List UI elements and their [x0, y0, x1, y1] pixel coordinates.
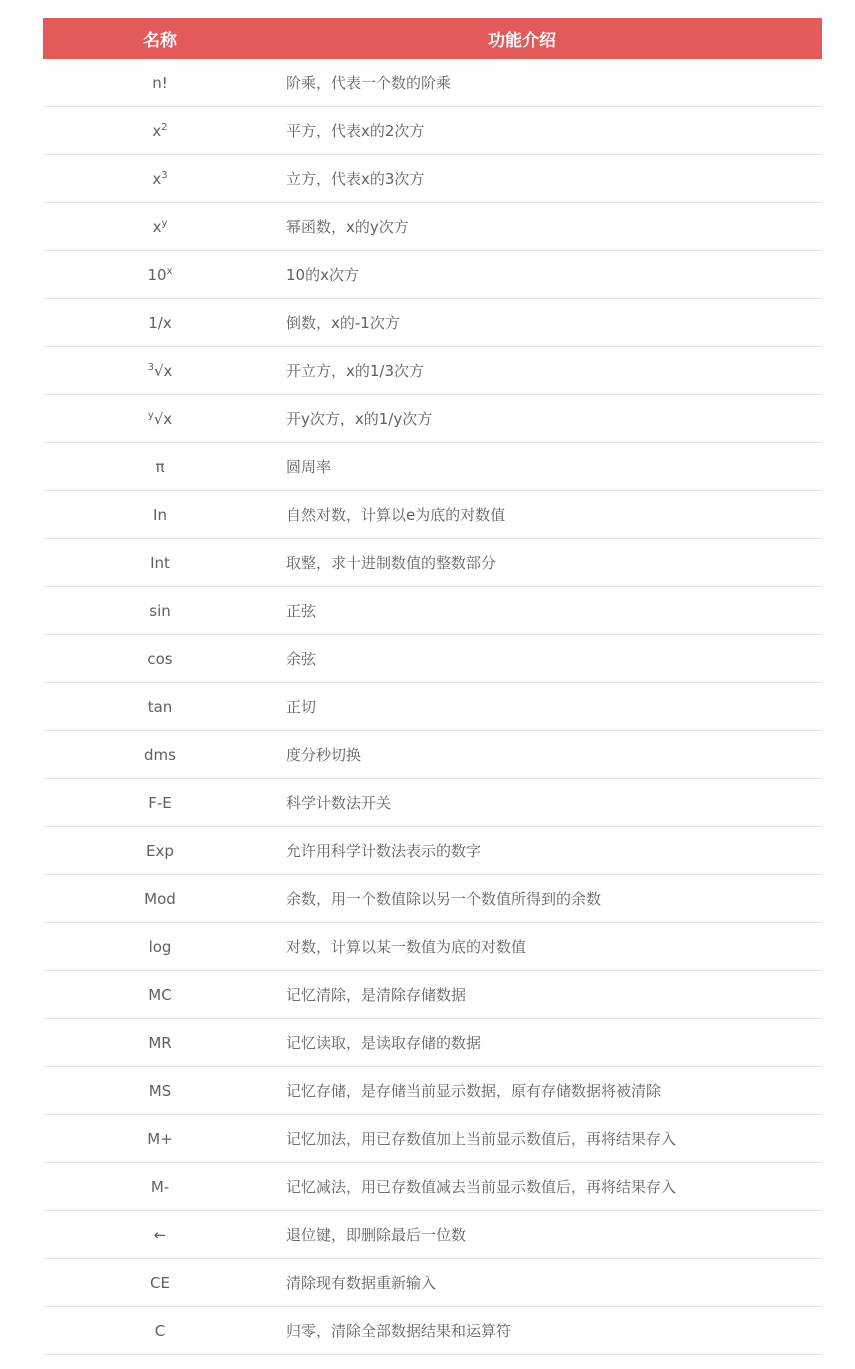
- function-name: [43, 938, 277, 956]
- function-name-base: cos: [147, 649, 173, 668]
- table-row: [43, 1211, 822, 1259]
- table-row: [43, 107, 822, 155]
- function-name: [43, 74, 277, 92]
- function-name-base: Exp: [146, 841, 174, 860]
- function-description: 记忆加法，用已存数值加上当前显示数值后，再将结果存入: [286, 1130, 677, 1148]
- function-name: [43, 266, 277, 284]
- function-name-exponent: 2: [161, 121, 168, 133]
- function-description: 记忆清除，是清除存储数据: [286, 986, 467, 1004]
- table-row: [43, 923, 822, 971]
- function-name: [43, 170, 277, 188]
- function-name-exponent: x: [166, 265, 173, 277]
- function-description: 度分秒切换: [286, 746, 362, 764]
- function-description: 余数，用一个数值除以另一个数值所得到的余数: [286, 890, 602, 908]
- table-row: [43, 635, 822, 683]
- function-description: 倒数，x的-1次方: [286, 314, 400, 332]
- header-description: 功能介绍: [488, 31, 556, 51]
- function-name-base: MS: [148, 1081, 172, 1100]
- function-name: [43, 314, 277, 332]
- table-row: [43, 731, 822, 779]
- table-row: [43, 299, 822, 347]
- function-name: [43, 506, 277, 524]
- function-description: 幂函数，x的y次方: [286, 218, 409, 236]
- function-name: [43, 746, 277, 764]
- function-name-base: tan: [147, 697, 173, 716]
- function-description: 对数，计算以某一数值为底的对数值: [286, 938, 527, 956]
- function-name-base: x: [152, 121, 162, 140]
- function-name-base: 10: [147, 265, 167, 284]
- function-description: 开y次方，x的1/y次方: [286, 410, 433, 428]
- table-row: [43, 683, 822, 731]
- function-description: 清除现有数据重新输入: [286, 1274, 437, 1292]
- table-row: [43, 1115, 822, 1163]
- function-name-base: log: [148, 937, 172, 956]
- function-name: [43, 1130, 277, 1148]
- function-name-base: CE: [150, 1273, 170, 1292]
- function-name-base: n!: [152, 73, 168, 92]
- function-name: [43, 986, 277, 1004]
- function-name: [43, 890, 277, 908]
- function-name: [43, 122, 277, 140]
- function-name: [43, 458, 277, 476]
- table-row: [43, 1307, 822, 1355]
- function-name: [43, 650, 277, 668]
- function-name: [43, 1226, 277, 1244]
- function-name-base: √x: [153, 409, 173, 428]
- table-header: [43, 18, 822, 59]
- function-name-base: M+: [147, 1129, 173, 1148]
- function-name-base: Int: [150, 553, 170, 572]
- function-description: 科学计数法开关: [286, 794, 392, 812]
- function-name: [43, 698, 277, 716]
- function-description: 开立方，x的1/3次方: [286, 362, 425, 380]
- function-name: [43, 602, 277, 620]
- function-description: 阶乘，代表一个数的阶乘: [286, 74, 452, 92]
- function-name-base: sin: [149, 601, 171, 620]
- function-name-base: M-: [150, 1177, 170, 1196]
- table-body: [43, 59, 822, 1355]
- table-row: [43, 59, 822, 107]
- function-name-base: In: [153, 505, 167, 524]
- function-name: [43, 554, 277, 572]
- function-description: 记忆读取，是读取存储的数据: [286, 1034, 482, 1052]
- function-name: [43, 1082, 277, 1100]
- function-description: 10的x次方: [286, 266, 359, 284]
- function-description: 退位键，即删除最后一位数: [286, 1226, 467, 1244]
- table-row: [43, 539, 822, 587]
- table-row: [43, 875, 822, 923]
- table-row: [43, 971, 822, 1019]
- function-name-base: x: [152, 169, 162, 188]
- table-row: [43, 347, 822, 395]
- function-description: 取整，求十进制数值的整数部分: [286, 554, 497, 572]
- table-row: [43, 827, 822, 875]
- table-row: [43, 203, 822, 251]
- function-description: 正弦: [286, 602, 317, 620]
- function-description: 圆周率: [286, 458, 332, 476]
- function-name-base: ←: [153, 1225, 167, 1244]
- function-name-exponent: y: [161, 217, 168, 229]
- function-name-base: x: [152, 217, 162, 236]
- table-row: [43, 779, 822, 827]
- table-row: [43, 443, 822, 491]
- function-name-base: F-E: [148, 793, 172, 812]
- function-name: [43, 1274, 277, 1292]
- function-name: [43, 362, 277, 380]
- function-description: 立方，代表x的3次方: [286, 170, 425, 188]
- function-description: 平方，代表x的2次方: [286, 122, 425, 140]
- table-row: [43, 251, 822, 299]
- function-name-base: Mod: [144, 889, 176, 908]
- function-name: [43, 1178, 277, 1196]
- function-name: [43, 218, 277, 236]
- function-description: 记忆存储，是存储当前显示数据，原有存储数据将被清除: [286, 1082, 662, 1100]
- table-row: [43, 395, 822, 443]
- function-name-base: dms: [144, 745, 176, 764]
- function-name-base: MR: [148, 1033, 172, 1052]
- function-description: 余弦: [286, 650, 317, 668]
- function-name-base: √x: [153, 361, 173, 380]
- table-row: [43, 1019, 822, 1067]
- function-description: 自然对数，计算以e为底的对数值: [286, 506, 506, 524]
- function-description: 允许用科学计数法表示的数字: [286, 842, 482, 860]
- table-row: [43, 1067, 822, 1115]
- function-description: 归零，清除全部数据结果和运算符: [286, 1322, 512, 1340]
- function-name-base: π: [155, 457, 165, 476]
- function-name: [43, 794, 277, 812]
- function-description: 记忆减法，用已存数值减去当前显示数值后，再将结果存入: [286, 1178, 677, 1196]
- function-table: [43, 18, 822, 1355]
- table-row: [43, 587, 822, 635]
- table-row: [43, 1163, 822, 1211]
- function-name-base: MC: [148, 985, 172, 1004]
- table-row: [43, 155, 822, 203]
- function-name-exponent: 3: [161, 169, 168, 181]
- function-name-index: y: [147, 409, 154, 421]
- function-name: [43, 1322, 277, 1340]
- table-row: [43, 491, 822, 539]
- function-name-base: C: [154, 1321, 166, 1340]
- function-name-index: 3: [147, 361, 154, 373]
- table-row: [43, 1259, 822, 1307]
- function-name: [43, 1034, 277, 1052]
- function-description: 正切: [286, 698, 317, 716]
- header-name: 名称: [143, 31, 177, 51]
- function-name: [43, 842, 277, 860]
- function-name: [43, 410, 277, 428]
- function-name-base: 1/x: [148, 313, 172, 332]
